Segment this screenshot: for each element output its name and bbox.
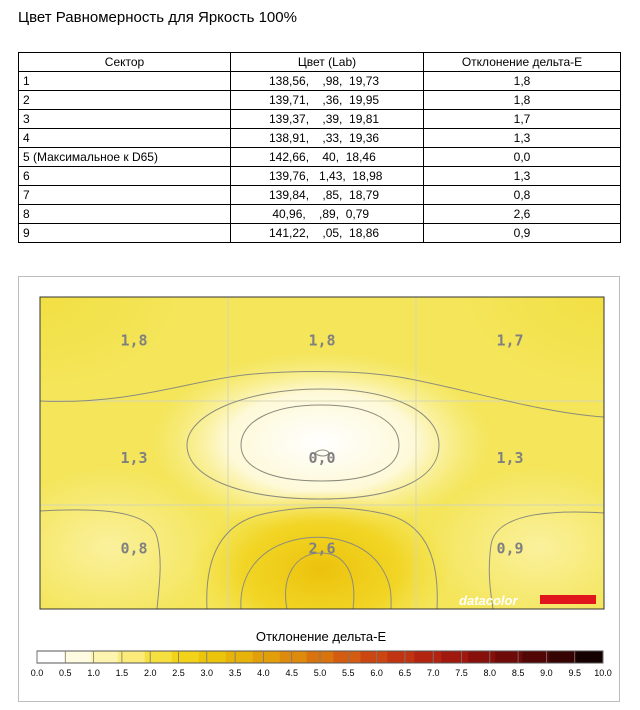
cell-delta-e: 0,8: [424, 186, 621, 205]
cell-lab: 139,84, ,85, 18,79: [231, 186, 424, 205]
cell-delta-e: 2,6: [424, 205, 621, 224]
scale-tick-label: 0.5: [59, 668, 72, 678]
cell-lab: 139,37, ,39, 19,81: [231, 110, 424, 129]
table-row: [19, 148, 621, 167]
scale-swatch: [414, 651, 441, 663]
cell-value-label: 1,7: [496, 331, 524, 350]
table-row: [19, 167, 621, 186]
cell-lab: 138,91, ,33, 19,36: [231, 129, 424, 148]
scale-tick-label: 5.5: [342, 668, 355, 678]
uniformity-table: [18, 52, 620, 243]
cell-sector: 8: [19, 205, 231, 224]
cell-value-label: 1,8: [120, 331, 148, 350]
scale-swatch: [253, 651, 280, 663]
scale-swatch: [441, 651, 468, 663]
scale-tick-label: 4.0: [257, 668, 270, 678]
cell-value-label: 1,3: [496, 449, 524, 468]
cell-value-label: 1,8: [308, 331, 336, 350]
cell-lab: 139,76, 1,43, 18,98: [231, 167, 424, 186]
table-header-row: [19, 53, 621, 72]
scale-tick-label: 10.0: [594, 668, 612, 678]
scale-tick-label: 9.0: [540, 668, 553, 678]
cell-sector: 3: [19, 110, 231, 129]
scale-swatch: [37, 651, 64, 663]
cell-delta-e: 0,9: [424, 224, 621, 243]
scale-swatch: [522, 651, 549, 663]
cell-value-label: 2,6: [308, 539, 336, 558]
cell-sector: 9: [19, 224, 231, 243]
cell-sector: 4: [19, 129, 231, 148]
scale-tick-label: 2.5: [172, 668, 185, 678]
header-delta-e: Отклонение дельта-E: [424, 53, 621, 72]
scale-tick-label: 6.0: [370, 668, 383, 678]
scale-tick-label: 6.5: [398, 668, 412, 678]
scale-swatch: [226, 651, 253, 663]
cell-value-label: 0,9: [496, 539, 524, 558]
cell-lab: 138,56, ,98, 19,73: [231, 72, 424, 91]
brand-text: datacolor: [459, 593, 518, 608]
cell-value-label: 0,0: [308, 449, 336, 468]
scale-swatch: [280, 651, 307, 663]
cell-lab: 141,22, ,05, 18,86: [231, 224, 424, 243]
scale-swatch: [387, 651, 414, 663]
scale-tick-label: 0.0: [30, 668, 44, 678]
table-row: [19, 205, 621, 224]
cell-lab: 142,66, 40, 18,46: [231, 148, 424, 167]
scale-tick-label: 7.0: [426, 668, 440, 678]
scale-swatch: [172, 651, 199, 663]
scale-swatch: [64, 651, 91, 663]
cell-delta-e: 1,3: [424, 167, 621, 186]
cell-sector: 1: [19, 72, 231, 91]
scale-swatch: [199, 651, 226, 663]
cell-delta-e: 1,8: [424, 91, 621, 110]
cell-delta-e: 1,8: [424, 72, 621, 91]
scale-swatch: [576, 651, 603, 663]
brand-bar: [540, 595, 596, 604]
scale-tick-label: 3.5: [228, 668, 242, 678]
scale-swatch: [360, 651, 387, 663]
scale-tick-label: 5.0: [313, 668, 327, 678]
scale-swatch: [145, 651, 172, 663]
scale-tick-label: 8.0: [483, 668, 497, 678]
cell-sector: 5 (Максимальное к D65): [19, 148, 231, 167]
scale-swatch: [468, 651, 495, 663]
cell-sector: 2: [19, 91, 231, 110]
header-color-lab: Цвет (Lab): [231, 53, 424, 72]
legend-title: Отклонение дельта-E: [255, 629, 387, 644]
scale-swatch: [549, 651, 576, 663]
scale-swatch: [333, 651, 360, 663]
table-row: [19, 72, 621, 91]
cell-lab: 139,71, ,36, 19,95: [231, 91, 424, 110]
scale-tick-label: 2.0: [143, 668, 157, 678]
table-row: [19, 224, 621, 243]
cell-delta-e: 1,3: [424, 129, 621, 148]
scale-swatch: [91, 651, 118, 663]
scale-tick-label: 9.5: [568, 668, 581, 678]
table-row: [19, 186, 621, 205]
scale-tick-label: 1.5: [115, 668, 129, 678]
cell-delta-e: 0,0: [424, 148, 621, 167]
scale-tick-label: 4.5: [285, 668, 298, 678]
cell-value-label: 0,8: [120, 539, 148, 558]
table-row: [19, 110, 621, 129]
header-sector: Сектор: [19, 53, 231, 72]
scale-tick-label: 7.5: [455, 668, 468, 678]
cell-value-label: 1,3: [120, 449, 148, 468]
heatmap-svg: [19, 277, 619, 701]
cell-lab: 40,96, ,89, 0,79: [231, 205, 424, 224]
scale-tick-label: 8.5: [511, 668, 525, 678]
uniformity-heatmap: [18, 276, 620, 702]
cell-sector: 6: [19, 167, 231, 186]
scale-tick-label: 1.0: [87, 668, 100, 678]
cell-delta-e: 1,7: [424, 110, 621, 129]
table-row: [19, 91, 621, 110]
scale-tick-label: 3.0: [200, 668, 214, 678]
page-title: Цвет Равномерность для Яркость 100%: [18, 9, 297, 26]
cell-sector: 7: [19, 186, 231, 205]
table-row: [19, 129, 621, 148]
